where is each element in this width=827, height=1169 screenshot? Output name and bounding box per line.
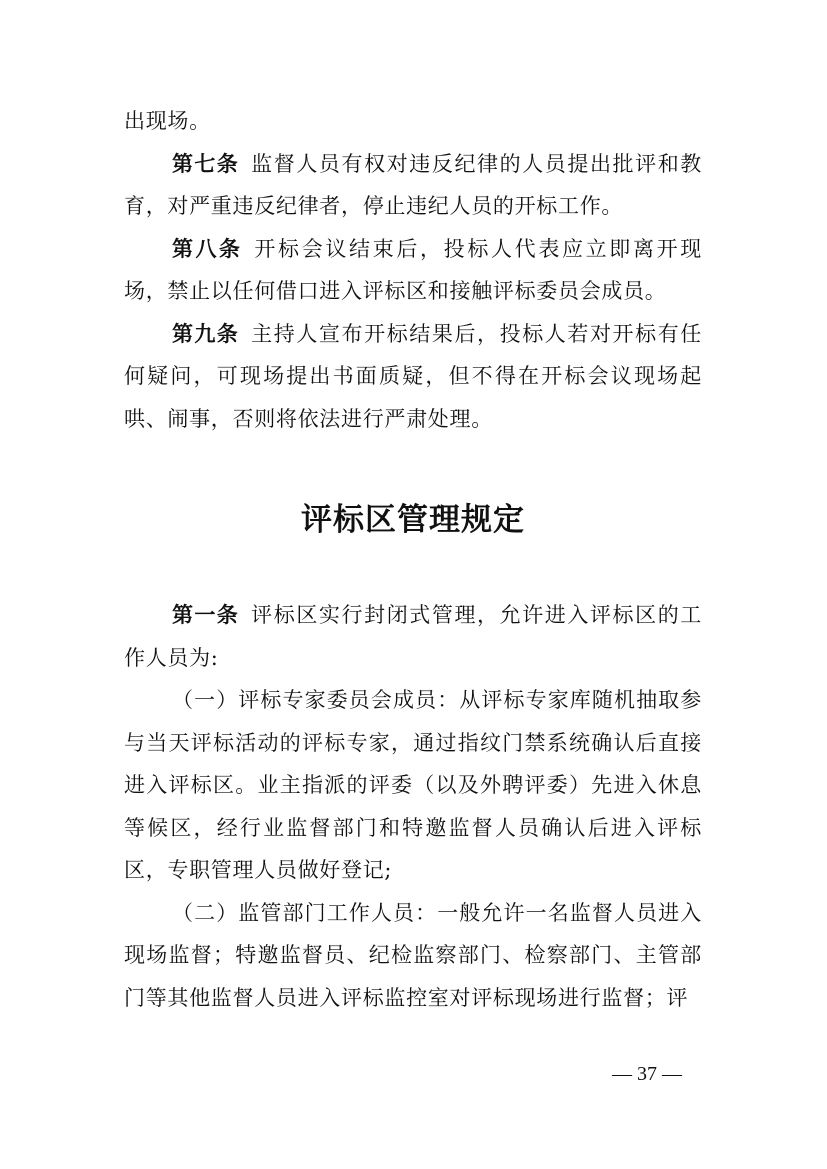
page-number: — 37 — xyxy=(612,1063,682,1085)
subitem-1: （一）评标专家委员会成员：从评标专家库随机抽取参与当天评标活动的评标专家，通过指纹门禁系统确认后直接进入评标区。业主指派的评委（以及外聘评委）先进入休息等候区，经行业监督部门和特邀监督人员确认后进入评标区，专职管理人员做好登记; xyxy=(124,688,702,882)
section-title: 评标区管理规定 xyxy=(301,502,525,538)
article-text: 开标会议结束后，投标人代表应立即离开现场，禁止以任何借口进入评标区和接触评标委员会成员。 xyxy=(124,236,702,303)
subitem-2: （二）监管部门工作人员：一般允许一名监督人员进入现场监督；特邀监督员、纪检监察部门、检察部门、主管部门等其他监督人员进入评标监控室对评标现场进行监督；评 xyxy=(124,900,702,1010)
article-text: 监督人员有权对违反纪律的人员提出批评和教育，对严重违反纪律者，停止违纪人员的开标工作。 xyxy=(124,151,703,218)
article-text: 评标区实行封闭式管理，允许进入评标区的工作人员为: xyxy=(124,603,703,670)
article-text: 主持人宣布开标结果后，投标人若对开标有任何疑问，可现场提出书面质疑，但不得在开标会议现场起哄、闹事，否则将依法进行严肃处理。 xyxy=(124,321,703,431)
article-number: 第九条 xyxy=(172,321,240,346)
article-1 xyxy=(124,594,702,679)
article-8 xyxy=(124,228,702,313)
article-number: 第一条 xyxy=(172,603,240,627)
article-number: 第八条 xyxy=(172,236,243,261)
article-7 xyxy=(124,143,702,228)
article-9 xyxy=(124,313,702,441)
paragraph-continuation: 出现场。 xyxy=(124,109,211,133)
document-page xyxy=(124,100,702,1019)
article-number: 第七条 xyxy=(172,151,240,176)
